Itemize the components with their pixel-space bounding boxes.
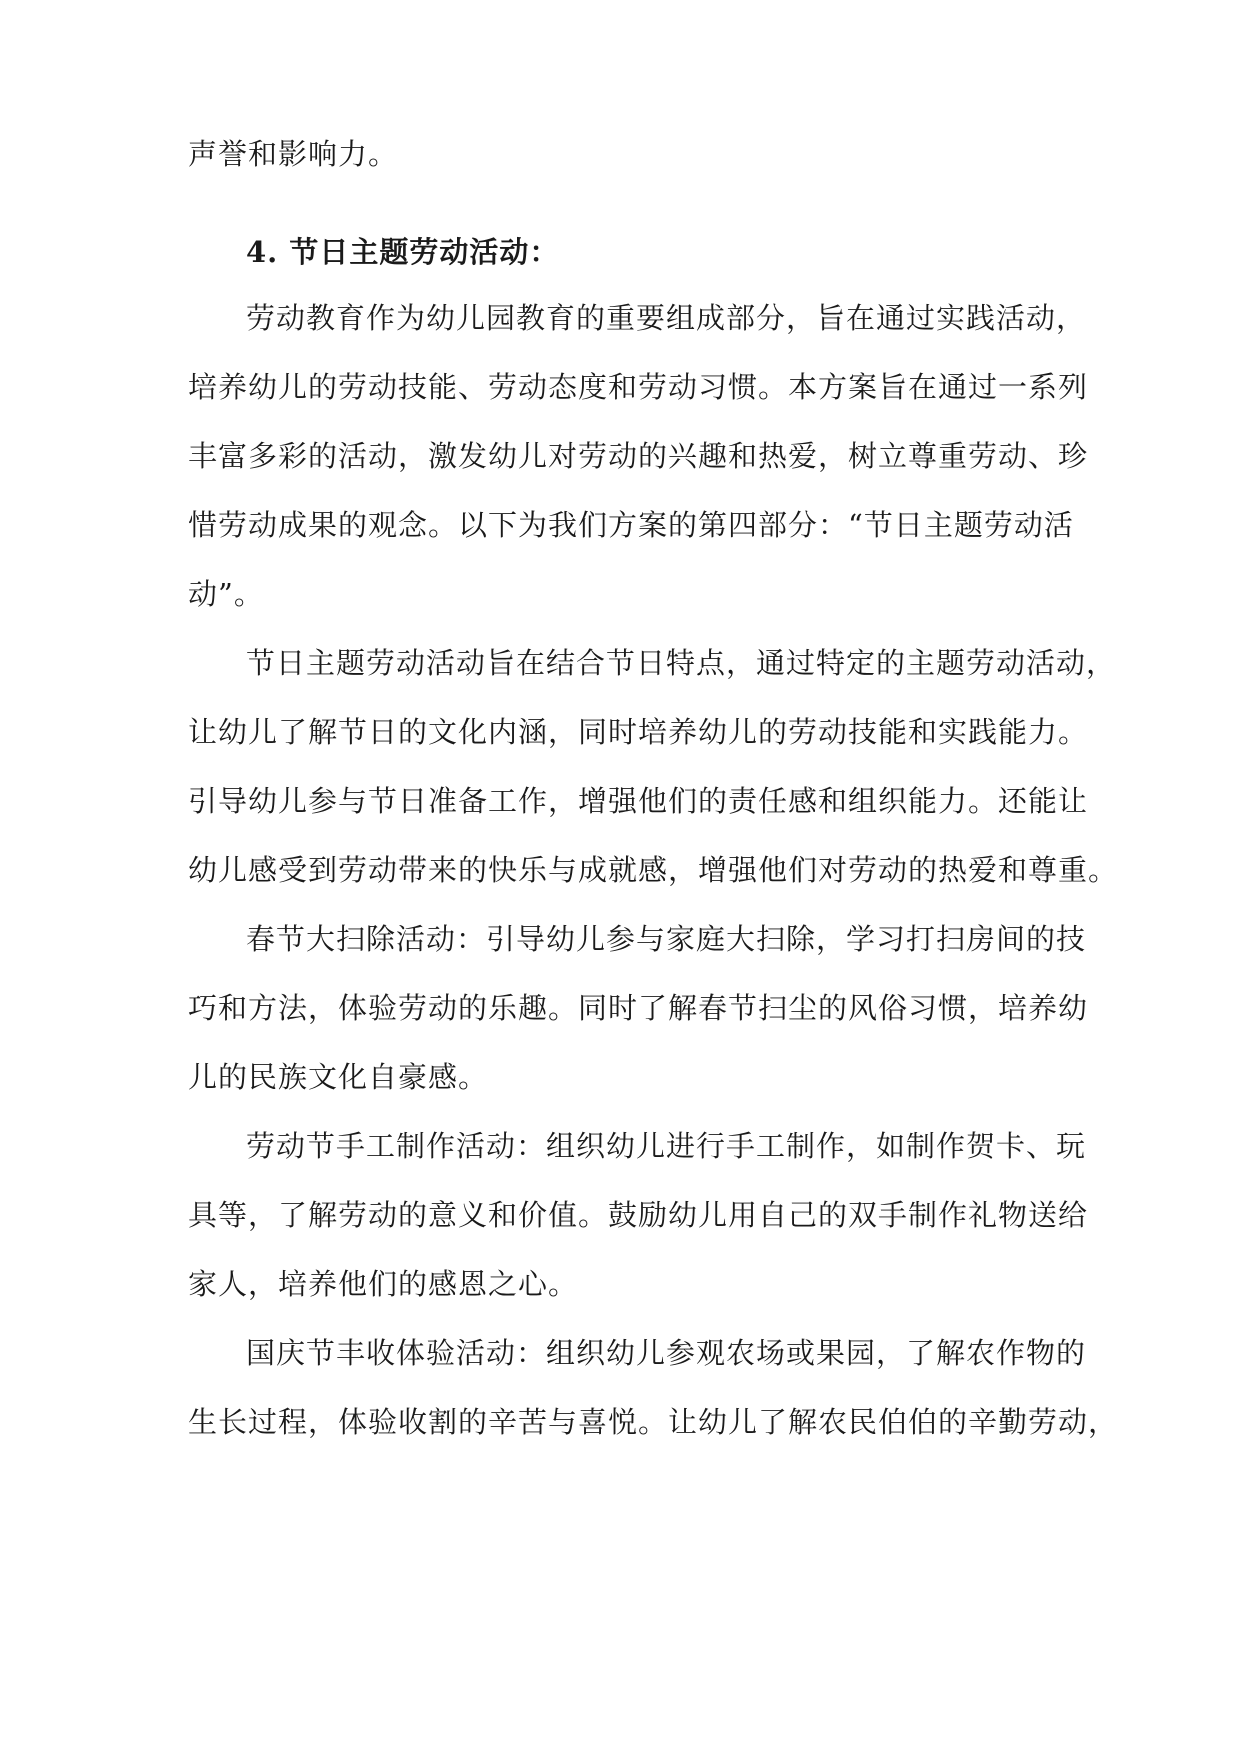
text-line: 丰富多彩的活动，激发幼儿对劳动的兴趣和热爱，树立尊重劳动、珍 bbox=[188, 439, 1089, 473]
text-line: 动”。 bbox=[188, 577, 264, 611]
text-line: 劳动节手工制作活动：组织幼儿进行手工制作，如制作贺卡、玩 bbox=[246, 1129, 1087, 1163]
text-line: 培养幼儿的劳动技能、劳动态度和劳动习惯。本方案旨在通过一系列 bbox=[188, 370, 1089, 404]
text-line: 巧和方法，体验劳动的乐趣。同时了解春节扫尘的风俗习惯，培养幼 bbox=[188, 991, 1089, 1025]
text-line: 节日主题劳动活动旨在结合节日特点，通过特定的主题劳动活动， bbox=[246, 646, 1117, 680]
text-line: 让幼儿了解节日的文化内涵，同时培养幼儿的劳动技能和实践能力。 bbox=[188, 715, 1089, 749]
text-line: 家人，培养他们的感恩之心。 bbox=[188, 1267, 579, 1301]
text-line: 春节大扫除活动：引导幼儿参与家庭大扫除，学习打扫房间的技 bbox=[246, 922, 1087, 956]
text-line: 国庆节丰收体验活动：组织幼儿参观农场或果园，了解农作物的 bbox=[246, 1336, 1087, 1370]
text-line: 引导幼儿参与节日准备工作，增强他们的责任感和组织能力。还能让 bbox=[188, 784, 1089, 818]
section-heading: 4. 节日主题劳动活动： bbox=[246, 235, 560, 269]
text-line: 声誉和影响力。 bbox=[188, 137, 399, 171]
text-line: 劳动教育作为幼儿园教育的重要组成部分，旨在通过实践活动， bbox=[246, 301, 1087, 335]
text-line: 生长过程，体验收割的辛苦与喜悦。让幼儿了解农民伯伯的辛勤劳动， bbox=[188, 1405, 1119, 1439]
text-line: 具等，了解劳动的意义和价值。鼓励幼儿用自己的双手制作礼物送给 bbox=[188, 1198, 1089, 1232]
text-line: 儿的民族文化自豪感。 bbox=[188, 1060, 489, 1094]
text-line: 惜劳动成果的观念。以下为我们方案的第四部分：“节日主题劳动活 bbox=[188, 508, 1074, 542]
text-line: 幼儿感受到劳动带来的快乐与成就感，增强他们对劳动的热爱和尊重。 bbox=[188, 853, 1119, 887]
